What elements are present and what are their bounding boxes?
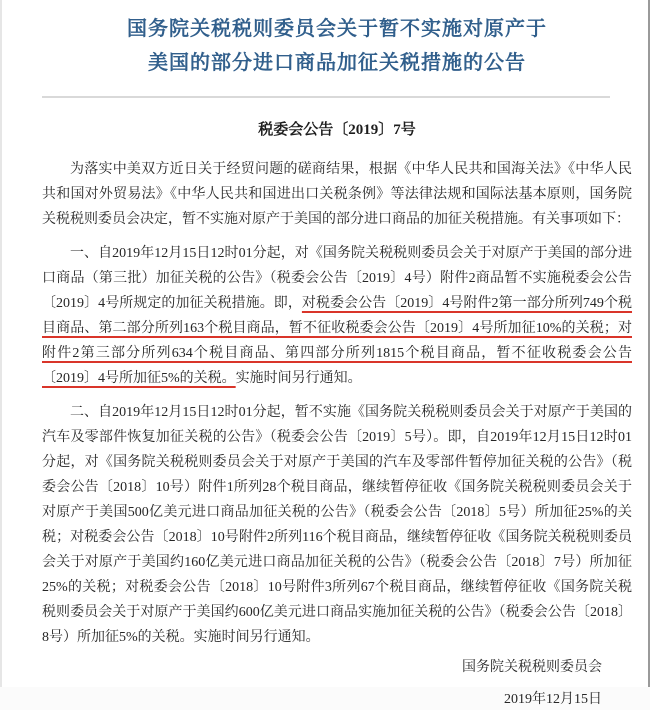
signature-date: 2019年12月15日: [504, 692, 602, 707]
item1-red-underlined-text: 对税委会公告〔2019〕4号附件2第一部分所列749个税目商品、第二部分所列163个税目商品，暂不征收税委会公告〔2019〕4号所加征10%的关税；对附件2第三部分所列634个税目商品、第四部分所列1815个税目商品，暂不征收税委会公告〔2019〕4号所加征5%的关税。: [42, 296, 633, 386]
document-title-line-2: 美国的部分进口商品加征关税措施的公告: [148, 52, 526, 74]
paragraph-item-2: 二、自2019年12月15日12时01分起，暂不实施《国务院关税税则委员会关于对原产于美国的汽车及零部件恢复加征关税的公告》（税委会公告〔2019〕5号）。即，自2019年12月15日12时01分起，对《国务院关税税则委员会关于对原产于美国的汽车及零部件暂停加征关税的公告》（税委会公告〔2018〕10号）附件1所列28个税目商品，继续暂停征收《国务院关税税则委员会关于对原产于美国500亿美元进口商品加征关税的公告》（税委会公告〔2018〕5号）所加征25%的关税；对税委会公告〔2018〕10号附件2所列116个税目商品，继续暂停征收《国务院关税税则委员会关于对原产于美国约160亿美元进口商品加征关税的公告》（税委会公告〔2018〕7号）所加征25%的关税；对税委会公告〔2018〕10号附件3所列67个税目商品，继续暂停征收《国务院关税税则委员会关于对原产于美国约600亿美元进口商品实施加征关税的公告》（税委会公告〔2018〕8号）所加征5%的关税。实施时间另行通知。: [42, 405, 632, 645]
item1-prefix-text: 一、自2019年12月15日12时01分起，对《国务院关税税则委员会关于对原产于美国的部分进口商品（第三批）加征关税的公告》（税委会公告〔2019〕4号）附件2商品暂不实施税委会公告〔2019〕4号所规定的加征关税措施。即，: [42, 246, 632, 311]
signature: 国务院关税税则委员会: [462, 660, 602, 675]
paragraph-item-1: [42, 241, 632, 391]
title-divider: [42, 96, 610, 98]
document-number: 税委会公告〔2019〕7号: [258, 122, 416, 138]
item1-suffix-text: 实施时间另行通知。: [235, 371, 362, 386]
document-title: [42, 12, 632, 80]
paragraph-intro: 为落实中美双方近日关于经贸问题的磋商结果，根据《中华人民共和国海关法》《中华人民共和国对外贸易法》《中华人民共和国进出口关税条例》等法律法规和国际法基本原则，国务院关税税则委员会决定，暂不实施对原产于美国的部分进口商品的加征关税措施。有关事项如下：: [42, 162, 632, 227]
document-title-line-1: 国务院关税税则委员会关于暂不实施对原产于: [127, 18, 547, 40]
